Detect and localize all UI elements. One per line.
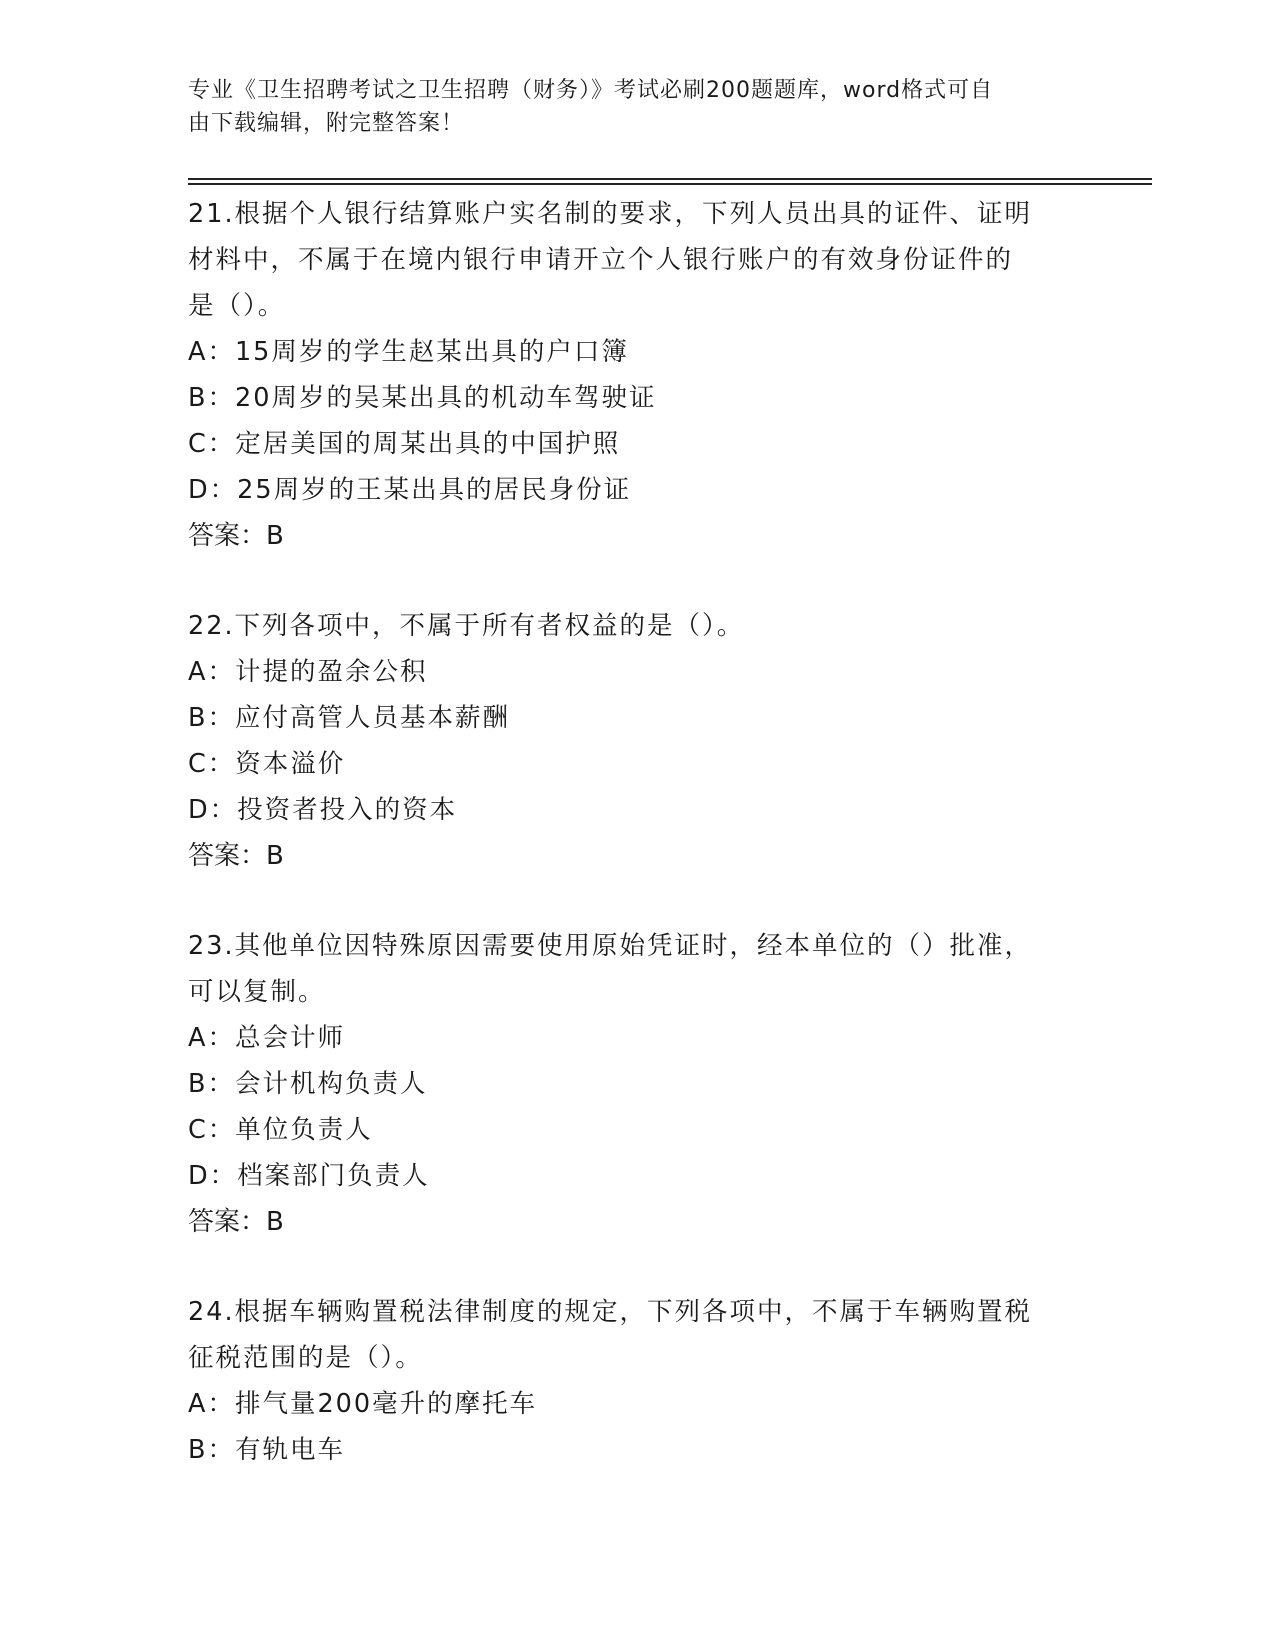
question-text: 22.下列各项中，不属于所有者权益的是（）。: [188, 611, 745, 641]
question-text: 21.根据个人银行结算账户实名制的要求，下列人员出具的证件、证明: [188, 199, 1033, 229]
option-a: A：排气量200毫升的摩托车: [188, 1389, 538, 1419]
question-23: [188, 923, 1088, 1245]
option-a: A：计提的盈余公积: [188, 657, 428, 687]
option-c: C：资本溢价: [188, 749, 346, 779]
header-rule-top: [188, 178, 1152, 180]
question-24: [188, 1289, 1088, 1473]
answer-line: 答案：B: [188, 1207, 284, 1237]
question-text: 是（）。: [188, 291, 286, 321]
header-line-2: 由下载编辑，附完整答案！: [188, 111, 465, 136]
question-22: [188, 603, 1088, 879]
option-a: A：15周岁的学生赵某出具的户口簿: [188, 337, 629, 367]
option-d: D：25周岁的王某出具的居民身份证: [188, 475, 632, 505]
question-text: 征税范围的是（）。: [188, 1343, 423, 1373]
answer-line: 答案：B: [188, 841, 284, 871]
option-d: D：投资者投入的资本: [188, 795, 458, 825]
question-text: 材料中，不属于在境内银行申请开立个人银行账户的有效身份证件的: [188, 245, 1014, 275]
option-b: B：应付高管人员基本薪酬: [188, 703, 510, 733]
option-a: A：总会计师: [188, 1023, 345, 1053]
option-c: C：定居美国的周某出具的中国护照: [188, 429, 621, 459]
answer-line: 答案：B: [188, 521, 284, 551]
option-b: B：有轨电车: [188, 1435, 345, 1465]
option-d: D：档案部门负责人: [188, 1161, 430, 1191]
header-line-1: 专业《卫生招聘考试之卫生招聘（财务）》考试必刷200题题库，word格式可自: [188, 78, 994, 103]
option-b: B：会计机构负责人: [188, 1069, 428, 1099]
question-text: 可以复制。: [188, 977, 326, 1007]
option-c: C：单位负责人: [188, 1115, 373, 1145]
question-list: [188, 191, 1088, 1517]
question-21: [188, 191, 1088, 559]
question-text: 23.其他单位因特殊原因需要使用原始凭证时，经本单位的（）批准，: [188, 931, 1033, 961]
document-header: [188, 74, 1088, 140]
header-rule-bottom: [188, 183, 1152, 185]
option-b: B：20周岁的吴某出具的机动车驾驶证: [188, 383, 657, 413]
question-text: 24.根据车辆购置税法律制度的规定，下列各项中，不属于车辆购置税: [188, 1297, 1033, 1327]
